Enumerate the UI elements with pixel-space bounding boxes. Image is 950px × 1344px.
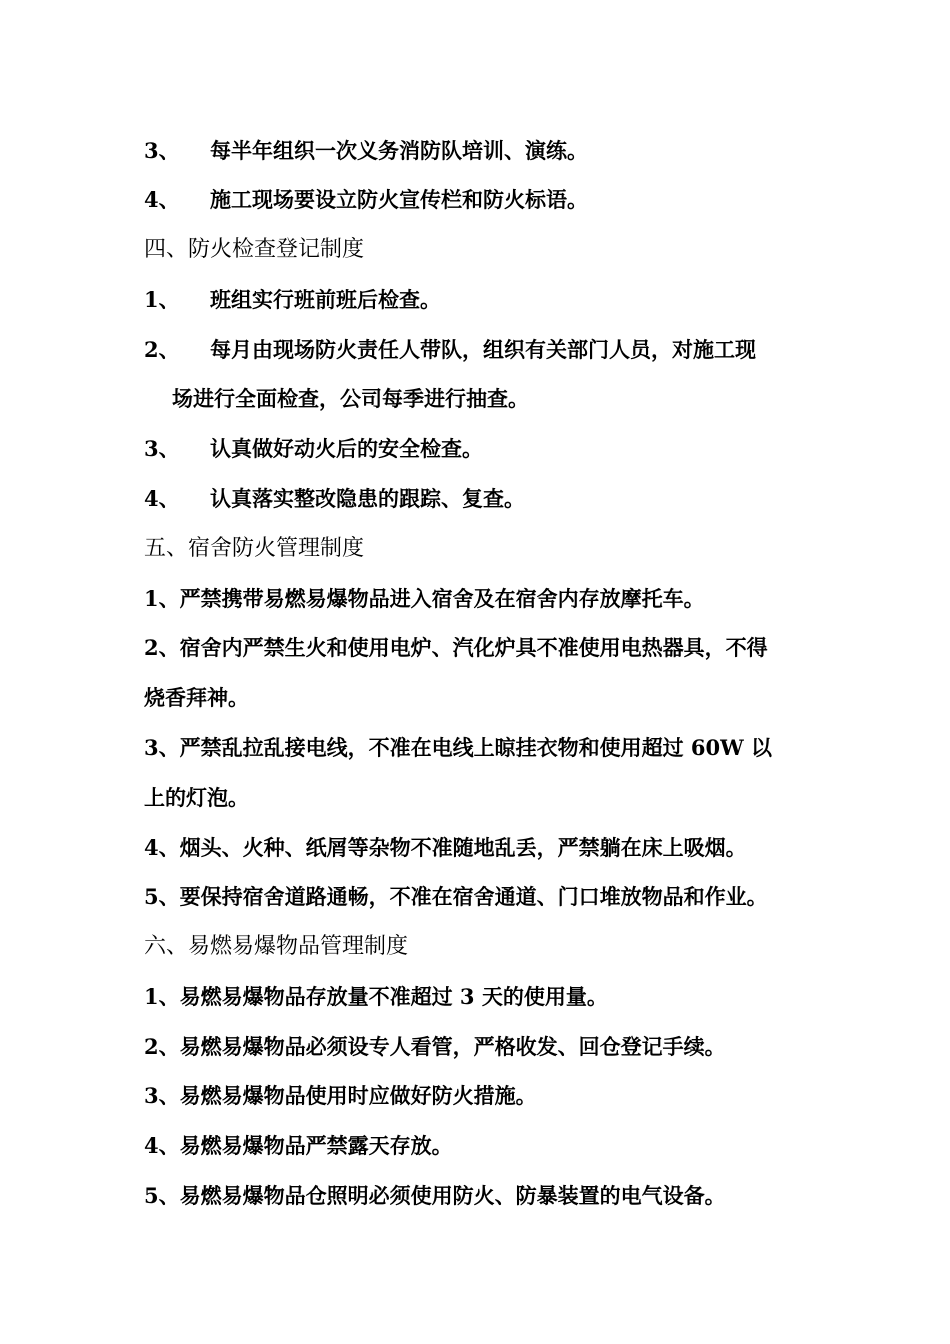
list-item [144, 335, 814, 365]
item-text: 每月由现场防火责任人带队，组织有关部门人员，对施工现 [210, 337, 756, 362]
item-number: 3、 [144, 436, 180, 461]
item-continuation: 烧香拜神。 [144, 685, 249, 710]
section-heading: 六、易燃易爆物品管理制度 [144, 934, 409, 959]
list-item: 5、易燃易爆物品仓照明必须使用防火、防暴装置的电气设备。 [144, 1183, 726, 1208]
item-number: 4、 [144, 486, 180, 511]
list-item: 1、严禁携带易燃易爆物品进入宿舍及在宿舍内存放摩托车。 [144, 586, 705, 611]
section-heading: 五、宿舍防火管理制度 [144, 536, 365, 561]
list-item [144, 285, 814, 315]
list-item [144, 434, 814, 464]
item-number: 2、 [144, 337, 180, 362]
list-item [144, 484, 814, 514]
list-item: 1、易燃易爆物品存放量不准超过 3 天的使用量。 [144, 984, 608, 1009]
item-text: 认真落实整改隐患的跟踪、复查。 [210, 486, 525, 511]
list-item: 4、易燃易爆物品严禁露天存放。 [144, 1133, 453, 1158]
list-item [144, 136, 814, 166]
item-text: 班组实行班前班后检查。 [210, 287, 441, 312]
list-item: 5、要保持宿舍道路通畅，不准在宿舍通道、门口堆放物品和作业。 [144, 884, 768, 909]
item-text: 每半年组织一次义务消防队培训、演练。 [210, 138, 588, 163]
item-number: 3、 [144, 138, 180, 163]
list-item: 2、宿舍内严禁生火和使用电炉、汽化炉具不准使用电热器具，不得 [144, 635, 768, 660]
list-item: 2、易燃易爆物品必须设专人看管，严格收发、回仓登记手续。 [144, 1034, 726, 1059]
list-item: 3、易燃易爆物品使用时应做好防火措施。 [144, 1083, 537, 1108]
item-number: 1、 [144, 287, 180, 312]
item-continuation: 场进行全面检查，公司每季进行抽查。 [172, 386, 529, 411]
section-heading: 四、防火检查登记制度 [144, 237, 365, 262]
list-item: 4、烟头、火种、纸屑等杂物不准随地乱丢，严禁躺在床上吸烟。 [144, 835, 747, 860]
item-number: 4、 [144, 187, 180, 212]
list-item [144, 185, 814, 215]
list-item: 3、严禁乱拉乱接电线，不准在电线上晾挂衣物和使用超过 60W 以 [144, 735, 773, 760]
item-text: 施工现场要设立防火宣传栏和防火标语。 [210, 187, 588, 212]
item-text: 认真做好动火后的安全检查。 [210, 436, 483, 461]
item-continuation: 上的灯泡。 [144, 785, 249, 810]
